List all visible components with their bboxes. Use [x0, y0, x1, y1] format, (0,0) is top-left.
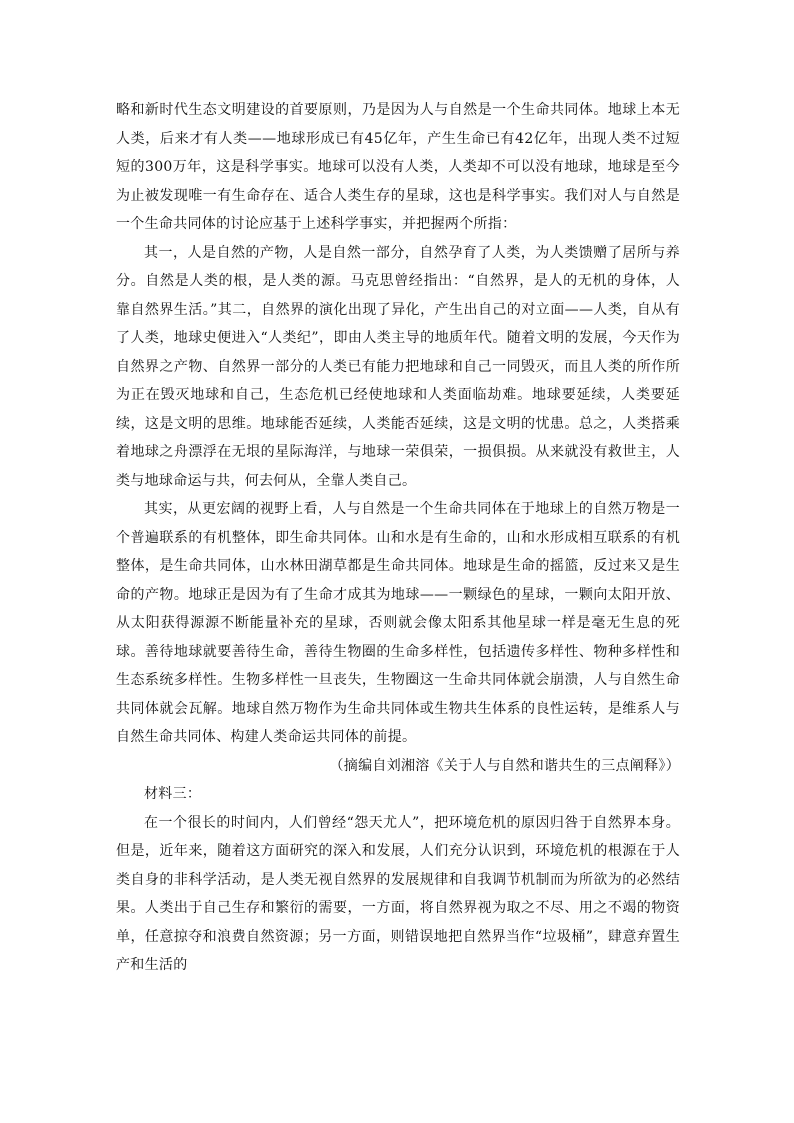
source-citation: （摘编自刘湘溶《关于人与自然和谐共生的三点阐释》） [329, 757, 680, 774]
paragraph-2: 其一，人是自然的产物，人是自然一部分，自然孕育了人类，为人类馈赠了居所与养分。自然是人类的根，是人类的源。马克思曾经指出：“自然界，是人的无机的身体，人靠自然界生活。”其二，自然界的演化出现了异化，产生出自己的对立面——人类，自从有了人类，地球史便进入“人类纪”，即由人类主导的地质年代。随着文明的发展，今天作为自然界之产物、自然界一部分的人类已有能力把地球和自己一同毁灭，而且人类的所作所为正在毁灭地球和自己，生态危机已经使地球和人类面临劫难。地球要延续，人类要延续，这是文明的思维。地球能否延续，人类能否延续，这是文明的忧患。总之，人类搭乘着地球之舟漂浮在无垠的星际海洋，与地球一荣俱荣，一损俱损。从来就没有救世主，人类与地球命运与共，何去何从，全靠人类自己。 [116, 244, 680, 489]
paragraph-3: 其实，从更宏阔的视野上看，人与自然是一个生命共同体在于地球上的自然万物是一个普遍联系的有机整体，即生命共同体。山和水是有生命的，山和水形成相互联系的有机整体，是生命共同体，山水林田湖草都是生命共同体。地球是生命的摇篮，反过来又是生命的产物。地球正是因为有了生命才成其为地球——一颗绿色的星球，一颗向太阳开放、从太阳获得源源不断能量补充的星球，否则就会像太阳系其他星球一样是毫无生息的死球。善待地球就要善待生命，善待生物圈的生命多样性，包括遗传多样性、物种多样性和生态系统多样性。生物多样性一旦丧失，生物圈这一生命共同体就会崩溃，人与自然生命共同体就会瓦解。地球自然万物作为生命共同体或生物共生体系的良性运转，是维系人与自然生命共同体、构建人类命运共同体的前提。 [116, 501, 680, 745]
material-heading: 材料三： [144, 786, 202, 802]
material-paragraph: 在一个很长的时间内，人们曾经“怨天尤人”，把环境危机的原因归咎于自然界本身。但是，近年来，随着这方面研究的深入和发展，人们充分认识到，环境危机的根源在于人类自身的非科学活动，是人类无视自然界的发展规律和自我调节机制而为所欲为的必然结果。人类出于自己生存和繁衍的需要，一方面，将自然界视为取之不尽、用之不竭的物资单，任意掠夺和浪费自然资源；另一方面，则错误地把自然界当作“垃圾桶”，肆意弃置生产和生活的 [116, 814, 680, 973]
document-page [116, 96, 680, 980]
paragraph-1: 略和新时代生态文明建设的首要原则，乃是因为人与自然是一个生命共同体。地球上本无人类，后来才有人类——地球形成已有45亿年，产生生命已有42亿年，出现人类不过短短的300万年，这是科学事实。地球可以没有人类，人类却不可以没有地球，地球是至今为止被发现唯一有生命存在、适合人类生存的星球，这也是科学事实。我们对人与自然是一个生命共同体的讨论应基于上述科学事实，并把握两个所指： [116, 102, 680, 232]
